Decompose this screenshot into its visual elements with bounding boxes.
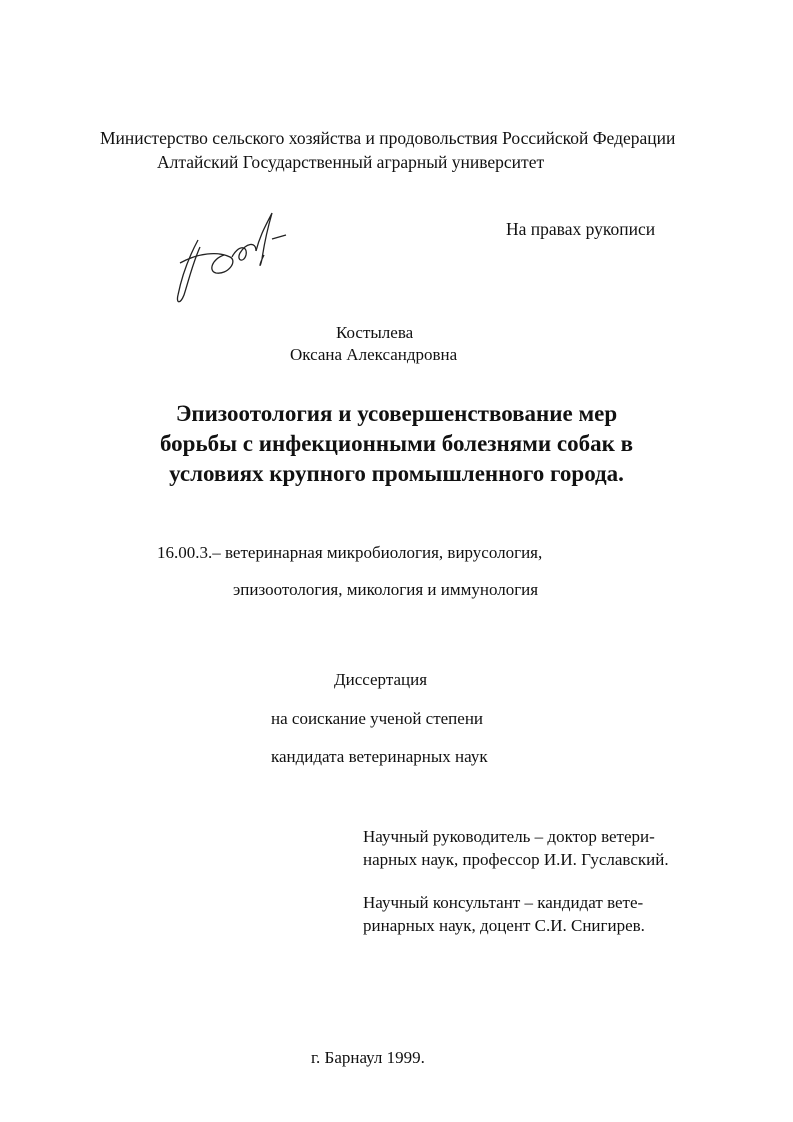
consultant-line-2: ринарных наук, доцент С.И. Снигирев. xyxy=(363,916,645,935)
dissertation-field-line: кандидата ветеринарных наук xyxy=(271,747,488,766)
title-line-3: условиях крупного промышленного города. xyxy=(169,461,624,486)
handwritten-signature xyxy=(168,195,303,310)
specialty-line-1: 16.00.3.– ветеринарная микробиология, вирусология, xyxy=(157,543,543,562)
author-surname: Костылева xyxy=(336,323,414,342)
manuscript-note: На правах рукописи xyxy=(506,219,656,239)
supervisor-line-1: Научный руководитель – доктор ветери- xyxy=(363,827,655,846)
title-line-2: борьбы с инфекционными болезнями собак в xyxy=(159,431,634,456)
dissertation-label: Диссертация xyxy=(334,670,428,689)
title-line-1: Эпизоотология и усовершенствование мер xyxy=(175,401,618,426)
university-line: Алтайский Государственный аграрный университет xyxy=(157,152,545,172)
consultant-line-1: Научный консультант – кандидат вете- xyxy=(363,893,644,912)
author-given-names: Оксана Александровна xyxy=(290,345,458,364)
dissertation-degree-line: на соискание ученой степени xyxy=(271,709,484,728)
ministry-line: Министерство сельского хозяйства и продовольствия Российской Федерации xyxy=(100,128,676,148)
supervisor-line-2: нарных наук, профессор И.И. Гуславский. xyxy=(363,850,669,869)
city-year: г. Барнаул 1999. xyxy=(311,1048,425,1067)
specialty-line-2: эпизоотология, микология и иммунология xyxy=(233,580,539,599)
